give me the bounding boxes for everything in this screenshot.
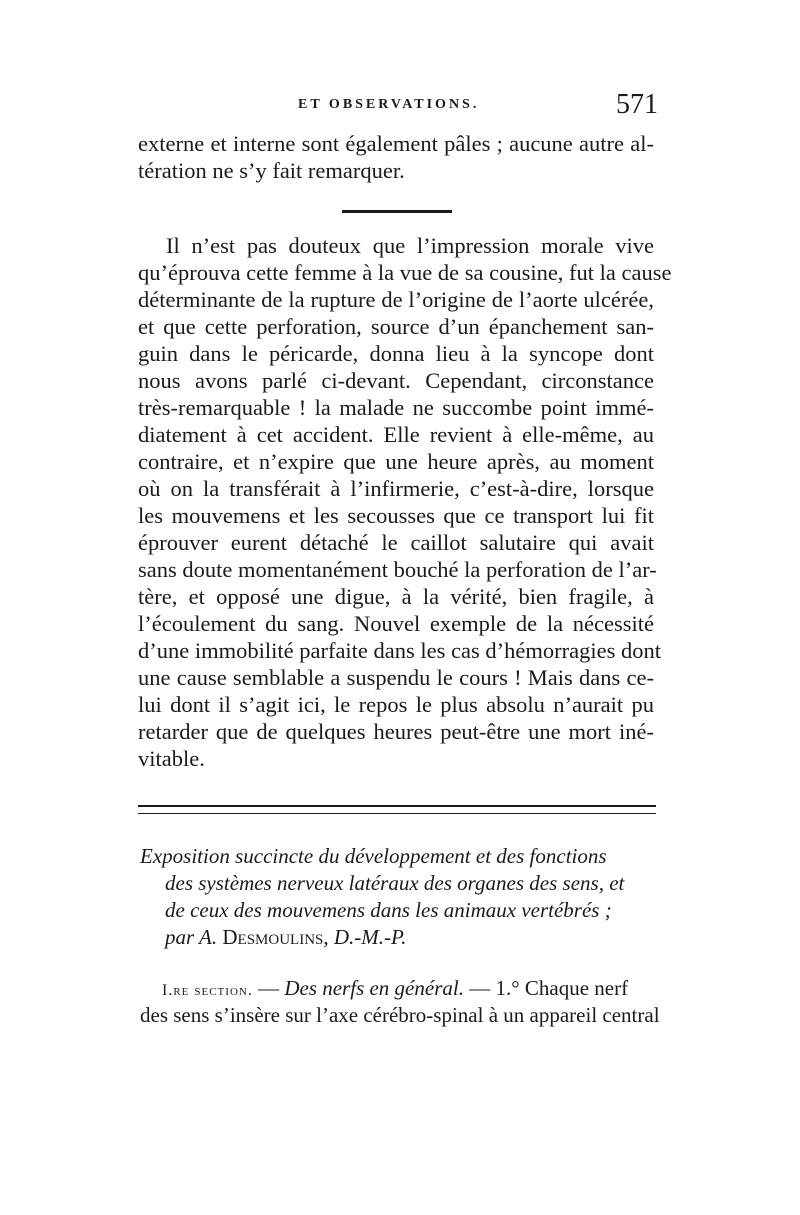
section-heading-line	[162, 975, 656, 1004]
paragraph-2-line: déterminante de la rupture de l’origine de l’aorte ulcérée,	[138, 287, 654, 312]
section-text-start: 1.° Chaque nerf	[495, 976, 629, 1000]
section-dash: —	[463, 976, 496, 1000]
paragraph-2-line: les mouvemens et les secousses que ce transport lui fit	[138, 503, 654, 528]
paragraph-2-line: très-remarquable ! la malade ne succombe point immé-	[138, 395, 654, 420]
paragraph-2-line: et que cette perforation, source d’un épanchement san-	[138, 314, 654, 339]
article-author-line	[165, 924, 655, 951]
paragraph-2-line: contraire, et n’expire que une heure après, au moment	[138, 449, 654, 474]
paragraph-2-line: une cause semblable a suspendu le cours ! Mais dans ce-	[138, 665, 654, 690]
paragraph-2-line: où on la transférait à l’infirmerie, c’est-à-dire, lorsque	[138, 476, 654, 501]
paragraph-2-line: tère, et opposé une digue, à la vérité, bien fragile, à	[138, 584, 654, 609]
paragraph-1-line: tération ne s’y fait remarquer.	[138, 158, 405, 183]
paragraph-2-line: qu’éprouva cette femme à la vue de sa cousine, fut la cause	[138, 260, 672, 285]
paragraph-2-line: vitable.	[138, 746, 205, 771]
section-text-line: des sens s’insère sur l’axe cérébro-spinal à un appareil central	[140, 1003, 660, 1027]
section-label: I.re section.	[162, 982, 253, 999]
paragraph-2-line: éprouver eurent détaché le caillot salutaire qui avait	[138, 530, 654, 555]
article-title-line: Exposition succincte du développement et des fonctions	[140, 844, 607, 868]
section-title: Des nerfs en général.	[284, 976, 464, 1000]
section-divider	[342, 210, 452, 213]
paragraph-2-line: nous avons parlé ci-devant. Cependant, circonstance	[138, 368, 654, 393]
paragraph-2-line: d’une immobilité parfaite dans les cas d’hémorragies dont	[138, 638, 661, 663]
article-title-line: des systèmes nerveux latéraux des organes des sens, et	[165, 871, 625, 895]
paragraph-2-line: retarder que de quelques heures peut-être une mort iné-	[138, 719, 654, 744]
section-dash: —	[252, 976, 285, 1000]
running-title: ET OBSERVATIONS.	[298, 97, 480, 112]
author-suffix: , D.-M.-P.	[323, 925, 407, 949]
author-prefix: par A.	[165, 925, 223, 949]
paragraph-2-line: Il n’est pas douteux que l’impression morale vive	[166, 233, 654, 258]
paragraph-1-line: externe et interne sont également pâles ; aucune autre al-	[138, 131, 654, 156]
article-title-line: de ceux des mouvemens dans les animaux vertébrés ;	[165, 898, 612, 922]
double-rule-divider	[138, 805, 656, 814]
author-name: Desmoulins	[222, 925, 324, 949]
paragraph-2-line: diatement à cet accident. Elle revient à elle-même, au	[138, 422, 654, 447]
paragraph-2-line: lui dont il s’agit ici, le repos le plus absolu n’aurait pu	[138, 692, 654, 717]
paragraph-2-line: sans doute momentanément bouché la perforation de l’ar-	[138, 557, 657, 582]
page-number: 571	[616, 89, 658, 120]
paragraph-2-line: l’écoulement du sang. Nouvel exemple de la nécessité	[138, 611, 654, 636]
paragraph-2-line: guin dans le péricarde, donna lieu à la syncope dont	[138, 341, 654, 366]
